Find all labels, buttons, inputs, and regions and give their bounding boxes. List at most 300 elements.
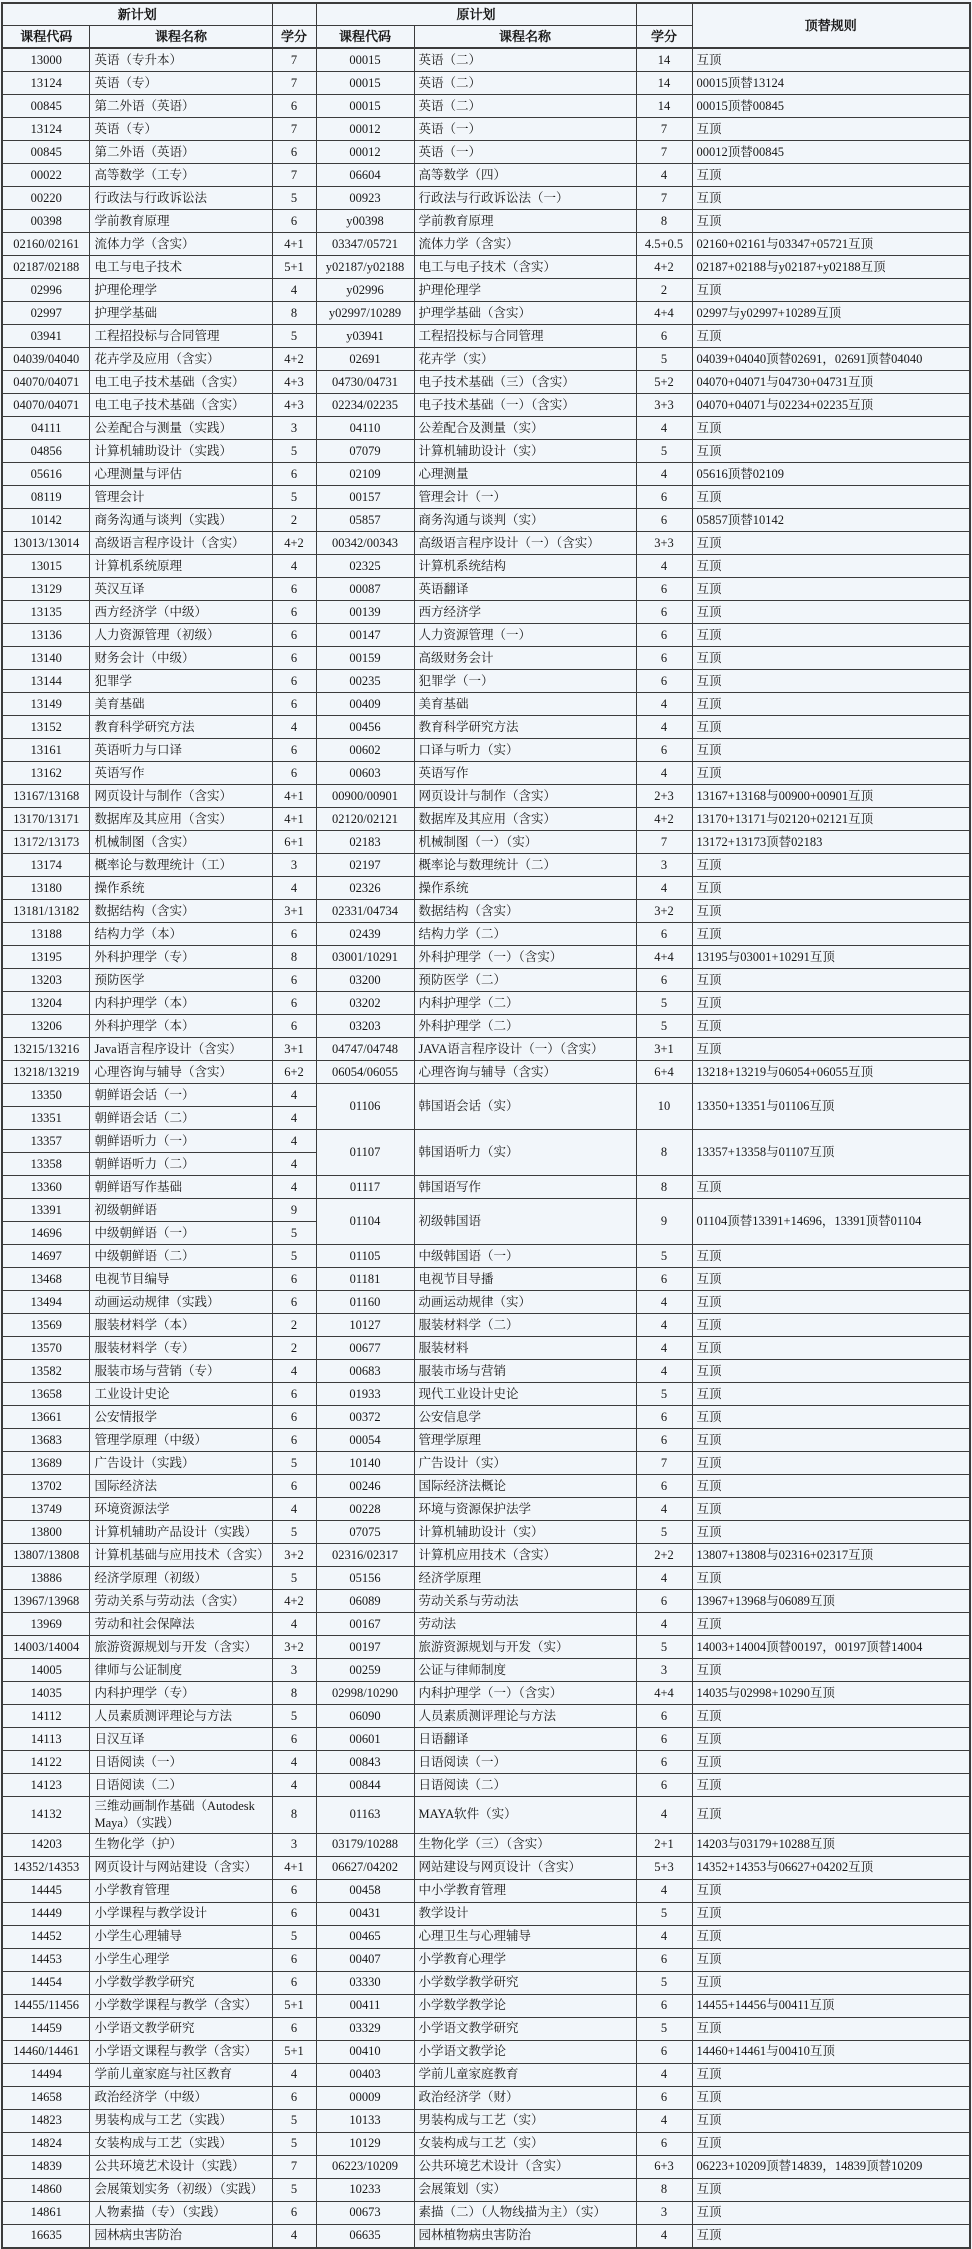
new-course-name-cell: 英汉互译 [90, 578, 272, 601]
new-course-code-cell: 13658 [2, 1383, 90, 1406]
old-course-code-cell: 03347/05721 [316, 233, 414, 256]
table-row [2, 95, 970, 118]
old-course-name-cell: 韩国语会话（实） [414, 1084, 636, 1130]
old-course-code-cell: 04110 [316, 417, 414, 440]
table-row [2, 371, 970, 394]
new-course-name-cell: 人物素描（专）（实践） [90, 2201, 272, 2224]
replacement-rule-cell: 互顶 [692, 440, 970, 463]
replacement-rule-cell: 互顶 [692, 2017, 970, 2040]
new-credits-cell: 7 [272, 118, 316, 141]
new-credits-cell: 5 [272, 1222, 316, 1245]
table-row [2, 831, 970, 854]
old-credits-cell: 8 [636, 210, 692, 233]
old-course-name-cell: 英语（一） [414, 141, 636, 164]
old-course-code-cell: 01160 [316, 1291, 414, 1314]
new-course-code-cell: 14453 [2, 1948, 90, 1971]
table-row [2, 1879, 970, 1902]
table-row [2, 2086, 970, 2109]
new-credits-cell: 4+1 [272, 808, 316, 831]
replacement-rule-cell: 互顶 [692, 210, 970, 233]
new-course-name-cell: 英语（专） [90, 72, 272, 95]
new-course-name-cell: 人员素质测评理论与方法 [90, 1705, 272, 1728]
new-credits-cell: 4+1 [272, 1856, 316, 1879]
replacement-rule-cell: 互顶 [692, 992, 970, 1015]
new-course-name-cell: 电工与电子技术 [90, 256, 272, 279]
new-course-code-cell: 13124 [2, 118, 90, 141]
new-credits-cell: 6 [272, 647, 316, 670]
new-course-code-cell: 02997 [2, 302, 90, 325]
old-credits-cell: 6 [636, 486, 692, 509]
new-course-name-cell: 护理伦理学 [90, 279, 272, 302]
old-credits-cell: 3+1 [636, 1038, 692, 1061]
new-credits-cell: 6 [272, 1429, 316, 1452]
new-course-name-cell: 护理学基础 [90, 302, 272, 325]
old-course-name-cell: 花卉学（实） [414, 348, 636, 371]
table-row [2, 187, 970, 210]
new-course-code-cell: 04070/04071 [2, 394, 90, 417]
new-credits-cell: 6 [272, 624, 316, 647]
old-course-name-cell: 网站建设与网页设计（含实） [414, 1856, 636, 1879]
new-credits-cell: 6 [272, 739, 316, 762]
old-course-name-cell: 旅游资源规划与开发（实） [414, 1636, 636, 1659]
new-credits-cell: 5 [272, 2178, 316, 2201]
new-plan-header: 新计划 [2, 3, 272, 26]
old-course-code-cell: 06089 [316, 1590, 414, 1613]
new-credits-cell: 3+1 [272, 1038, 316, 1061]
replacement-rule-cell: 13967+13968与06089互顶 [692, 1590, 970, 1613]
new-course-code-cell: 13136 [2, 624, 90, 647]
new-course-name-cell: 犯罪学 [90, 670, 272, 693]
old-course-name-cell: 学前教育原理 [414, 210, 636, 233]
old-course-name-cell: 英语（一） [414, 118, 636, 141]
new-credits-cell: 5 [272, 486, 316, 509]
old-course-name-cell: 内科护理学（二） [414, 992, 636, 1015]
new-course-code-cell: 14003/14004 [2, 1636, 90, 1659]
replacement-rule-cell: 互顶 [692, 2201, 970, 2224]
new-course-code-cell: 14122 [2, 1751, 90, 1774]
new-credits-cell: 7 [272, 2155, 316, 2178]
old-course-code-cell: 03329 [316, 2017, 414, 2040]
old-course-code-cell: 00403 [316, 2063, 414, 2086]
replacement-rule-cell: 互顶 [692, 1498, 970, 1521]
old-credits-cell: 4 [636, 1797, 692, 1834]
table-row [2, 2017, 970, 2040]
new-course-name-cell: 朝鲜语会话（一） [90, 1084, 272, 1107]
table-row [2, 417, 970, 440]
old-course-name-cell: 心理咨询与辅导（含实） [414, 1061, 636, 1084]
old-credits-cell: 7 [636, 831, 692, 854]
new-course-name-cell: 外科护理学（本） [90, 1015, 272, 1038]
new-credits-cell: 5 [272, 1452, 316, 1475]
table-row [2, 555, 970, 578]
replacement-rule-cell: 互顶 [692, 762, 970, 785]
old-course-name-cell: 高级财务会计 [414, 647, 636, 670]
old-course-code-cell: 10127 [316, 1314, 414, 1337]
table-row [2, 325, 970, 348]
table-row [2, 1925, 970, 1948]
old-course-name-cell: 教学设计 [414, 1902, 636, 1925]
old-course-name-cell: 生物化学（三）（含实） [414, 1833, 636, 1856]
old-course-name-cell: 国际经济法概论 [414, 1475, 636, 1498]
old-credits-cell: 6 [636, 1429, 692, 1452]
table-row [2, 1902, 970, 1925]
new-credits-cell: 9 [272, 1199, 316, 1222]
new-credits-cell: 4 [272, 1130, 316, 1153]
table-row [2, 1015, 970, 1038]
table-row [2, 1774, 970, 1797]
new-course-code-cell: 04039/04040 [2, 348, 90, 371]
new-course-name-cell: 教育科学研究方法 [90, 716, 272, 739]
new-course-code-cell: 13015 [2, 555, 90, 578]
new-course-code-cell: 14454 [2, 1971, 90, 1994]
old-credits-cell: 7 [636, 187, 692, 210]
old-course-name-cell: 商务沟通与谈判（实） [414, 509, 636, 532]
table-row [2, 2063, 970, 2086]
new-course-name-cell: 日语阅读（一） [90, 1751, 272, 1774]
old-credits-cell: 4 [636, 1337, 692, 1360]
replacement-rule-cell: 13807+13808与02316+02317互顶 [692, 1544, 970, 1567]
replacement-rule-cell: 01104顶替13391+14696，13391顶替01104 [692, 1199, 970, 1245]
old-course-code-cell: 01117 [316, 1176, 414, 1199]
new-credits-cell: 5 [272, 2132, 316, 2155]
old-course-code-cell: 10133 [316, 2109, 414, 2132]
new-course-name-cell: 高等数学（工专） [90, 164, 272, 187]
new-credits-cell: 6 [272, 1291, 316, 1314]
replacement-rule-cell: 05857顶替10142 [692, 509, 970, 532]
new-course-name-cell: 内科护理学（本） [90, 992, 272, 1015]
old-credits-cell: 6 [636, 1705, 692, 1728]
new-credits-cell: 5 [272, 1705, 316, 1728]
old-course-name-cell: 高级语言程序设计（一）（含实） [414, 532, 636, 555]
old-credits-cell: 6 [636, 325, 692, 348]
old-course-code-cell: 00372 [316, 1406, 414, 1429]
new-course-name-cell: 日汉互译 [90, 1728, 272, 1751]
old-credits-cell: 5 [636, 348, 692, 371]
old-course-code-cell: 00009 [316, 2086, 414, 2109]
old-course-name-cell: 英语（二） [414, 48, 636, 72]
new-course-name-cell: 计算机基础与应用技术（含实） [90, 1544, 272, 1567]
new-course-code-cell: 13569 [2, 1314, 90, 1337]
old-course-name-cell: 韩国语写作 [414, 1176, 636, 1199]
old-course-name-cell: 服装材料 [414, 1337, 636, 1360]
new-course-code-cell: 13749 [2, 1498, 90, 1521]
old-course-name-cell: 素描（二）（人物线描为主）（实） [414, 2201, 636, 2224]
old-course-code-cell: 00465 [316, 1925, 414, 1948]
new-course-name-cell: 中级朝鲜语（一） [90, 1222, 272, 1245]
table-row [2, 2178, 970, 2201]
old-course-name-cell: 结构力学（二） [414, 923, 636, 946]
old-course-name-cell: 流体力学（含实） [414, 233, 636, 256]
old-course-code-cell: 00677 [316, 1337, 414, 1360]
old-course-code-cell: 04747/04748 [316, 1038, 414, 1061]
old-course-code-cell: 00015 [316, 48, 414, 72]
old-credits-cell: 4 [636, 877, 692, 900]
old-course-name-cell: 教育科学研究方法 [414, 716, 636, 739]
new-credits-cell: 3 [272, 1833, 316, 1856]
old-course-code-cell: 06635 [316, 2224, 414, 2248]
old-course-code-cell: 00683 [316, 1360, 414, 1383]
old-course-code-cell: 00431 [316, 1902, 414, 1925]
old-credits-cell: 3 [636, 854, 692, 877]
new-credits-cell: 4+1 [272, 233, 316, 256]
new-course-name-cell: 学前教育原理 [90, 210, 272, 233]
table-row [2, 2155, 970, 2178]
course-replacement-table [1, 2, 971, 2249]
old-course-name-cell: 女装构成与工艺（实） [414, 2132, 636, 2155]
old-course-code-cell: 00228 [316, 1498, 414, 1521]
old-credits-cell: 6+4 [636, 1061, 692, 1084]
new-course-code-cell: 00845 [2, 95, 90, 118]
replacement-rule-cell: 互顶 [692, 1038, 970, 1061]
old-course-name-cell: 园林植物病虫害防治 [414, 2224, 636, 2248]
old-course-name-cell: 小学数学教学论 [414, 1994, 636, 2017]
new-course-name-cell: 工业设计史论 [90, 1383, 272, 1406]
new-course-name-cell: 律师与公证制度 [90, 1659, 272, 1682]
new-credits-cell: 5 [272, 325, 316, 348]
table-row [2, 992, 970, 1015]
new-course-code-cell: 13218/13219 [2, 1061, 90, 1084]
new-credits-cell: 2 [272, 1314, 316, 1337]
new-course-name-cell: 管理会计 [90, 486, 272, 509]
new-credits-cell: 8 [272, 1797, 316, 1834]
old-course-code-cell: 02331/04734 [316, 900, 414, 923]
table-row [2, 624, 970, 647]
new-course-code-cell: 13152 [2, 716, 90, 739]
table-row [2, 1833, 970, 1856]
old-course-code-cell: 00139 [316, 601, 414, 624]
new-course-name-cell: 心理咨询与辅导（含实） [90, 1061, 272, 1084]
header-group-row [2, 3, 970, 26]
new-course-code-cell: 14824 [2, 2132, 90, 2155]
new-course-code-cell: 13195 [2, 946, 90, 969]
old-credits-cell: 3 [636, 2201, 692, 2224]
table-row [2, 1544, 970, 1567]
new-course-code-cell: 13181/13182 [2, 900, 90, 923]
table-row [2, 1498, 970, 1521]
table-row [2, 1856, 970, 1879]
old-course-code-cell: 01105 [316, 1245, 414, 1268]
new-credits-cell: 3 [272, 1659, 316, 1682]
new-course-code-cell: 08119 [2, 486, 90, 509]
new-course-name-cell: 园林病虫害防治 [90, 2224, 272, 2248]
new-course-code-cell: 14459 [2, 2017, 90, 2040]
new-course-code-cell: 00220 [2, 187, 90, 210]
new-course-name-cell: 网页设计与网站建设（含实） [90, 1856, 272, 1879]
old-course-code-cell: 06627/04202 [316, 1856, 414, 1879]
new-course-name-cell: 经济学原理（初级） [90, 1567, 272, 1590]
old-course-code-cell: y03941 [316, 325, 414, 348]
new-credits-cell: 3+2 [272, 1544, 316, 1567]
new-credits-cell: 8 [272, 1682, 316, 1705]
new-course-code-cell: 13661 [2, 1406, 90, 1429]
old-credits-cell: 6 [636, 1590, 692, 1613]
table-row [2, 1061, 970, 1084]
new-course-name-cell: 人力资源管理（初级） [90, 624, 272, 647]
new-credits-cell: 5 [272, 1567, 316, 1590]
new-course-code-cell: 13582 [2, 1360, 90, 1383]
new-course-name-cell: 初级朝鲜语 [90, 1199, 272, 1222]
old-course-name-cell: 公证与律师制度 [414, 1659, 636, 1682]
old-credits-cell: 6 [636, 1268, 692, 1291]
old-course-name-cell: 人员素质测评理论与方法 [414, 1705, 636, 1728]
new-course-name-cell: 外科护理学（专） [90, 946, 272, 969]
new-course-name-cell: 行政法与行政诉讼法 [90, 187, 272, 210]
table-row [2, 1659, 970, 1682]
old-course-name-cell: 英语（二） [414, 72, 636, 95]
replacement-rule-cell: 13195与03001+10291互顶 [692, 946, 970, 969]
table-row [2, 394, 970, 417]
new-course-code-cell: 13683 [2, 1429, 90, 1452]
old-credits-cell: 10 [636, 1084, 692, 1130]
replacement-rule-cell: 互顶 [692, 1245, 970, 1268]
old-course-code-cell: 01107 [316, 1130, 414, 1176]
old-course-code-cell: 04730/04731 [316, 371, 414, 394]
table-row [2, 279, 970, 302]
new-course-name-cell: 服装材料学（本） [90, 1314, 272, 1337]
new-course-code-cell: 13468 [2, 1268, 90, 1291]
old-credits-cell: 6+3 [636, 2155, 692, 2178]
new-course-code-cell: 00022 [2, 164, 90, 187]
replacement-rule-cell: 13167+13168与00900+00901互顶 [692, 785, 970, 808]
table-row [2, 1994, 970, 2017]
new-course-name-cell: 中级朝鲜语（二） [90, 1245, 272, 1268]
replacement-rule-cell: 互顶 [692, 532, 970, 555]
old-course-code-cell: y02187/y02188 [316, 256, 414, 279]
new-course-name-cell: 朝鲜语听力（一） [90, 1130, 272, 1153]
old-course-code-cell: 02691 [316, 348, 414, 371]
new-course-name-cell: 结构力学（本） [90, 923, 272, 946]
replacement-rule-cell: 14203与03179+10288互顶 [692, 1833, 970, 1856]
old-credits-cell: 4 [636, 555, 692, 578]
old-course-code-cell: 06090 [316, 1705, 414, 1728]
new-credits-cell: 5 [272, 2109, 316, 2132]
old-course-code-header: 课程代码 [316, 26, 414, 49]
old-course-name-cell: 小学语文教学论 [414, 2040, 636, 2063]
table-row [2, 463, 970, 486]
old-course-code-cell: 00015 [316, 95, 414, 118]
new-credits-header: 学分 [272, 26, 316, 49]
table-row [2, 2109, 970, 2132]
old-course-code-cell: 05156 [316, 1567, 414, 1590]
replacement-rule-cell: 00015顶替00845 [692, 95, 970, 118]
old-course-name-cell: 日语阅读（一） [414, 1751, 636, 1774]
old-credits-cell: 2+1 [636, 1833, 692, 1856]
replacement-rule-cell: 互顶 [692, 1452, 970, 1475]
table-row [2, 785, 970, 808]
old-course-name-cell: 男装构成与工艺（实） [414, 2109, 636, 2132]
new-credits-cell: 5 [272, 1521, 316, 1544]
new-course-code-cell: 13188 [2, 923, 90, 946]
new-course-code-cell: 13167/13168 [2, 785, 90, 808]
new-course-code-cell: 13140 [2, 647, 90, 670]
new-course-code-cell: 03941 [2, 325, 90, 348]
old-course-code-cell: y02997/10289 [316, 302, 414, 325]
replacement-rule-cell: 互顶 [692, 417, 970, 440]
old-course-code-cell: 10129 [316, 2132, 414, 2155]
replacement-rule-cell: 互顶 [692, 923, 970, 946]
old-credits-cell: 6 [636, 923, 692, 946]
new-credits-cell: 6 [272, 601, 316, 624]
table-row [2, 72, 970, 95]
new-course-name-cell: 第二外语（英语） [90, 141, 272, 164]
replacement-rule-cell: 互顶 [692, 1360, 970, 1383]
new-credits-cell: 5+1 [272, 1994, 316, 2017]
new-credits-cell: 7 [272, 48, 316, 72]
replacement-rule-cell: 互顶 [692, 647, 970, 670]
old-course-name-cell: 犯罪学（一） [414, 670, 636, 693]
old-course-code-cell: 02998/10290 [316, 1682, 414, 1705]
new-course-name-cell: 小学生心理辅导 [90, 1925, 272, 1948]
new-course-name-cell: 美育基础 [90, 693, 272, 716]
new-credits-cell: 6 [272, 1879, 316, 1902]
table-row [2, 1406, 970, 1429]
new-course-name-cell: 内科护理学（专） [90, 1682, 272, 1705]
replacement-rule-cell: 互顶 [692, 2086, 970, 2109]
table-row [2, 233, 970, 256]
new-course-code-cell: 13358 [2, 1153, 90, 1176]
new-course-code-cell: 02996 [2, 279, 90, 302]
new-credits-cell: 4 [272, 1498, 316, 1521]
new-credits-cell: 4 [272, 1774, 316, 1797]
new-credits-cell: 5+1 [272, 256, 316, 279]
new-credits-cell: 3 [272, 417, 316, 440]
replacement-rule-cell: 04070+04071与02234+02235互顶 [692, 394, 970, 417]
new-credits-cell: 6 [272, 1948, 316, 1971]
old-credits-cell: 6 [636, 1774, 692, 1797]
new-course-code-cell: 05616 [2, 463, 90, 486]
new-credits-cell: 4 [272, 1751, 316, 1774]
replacement-rule-cell: 互顶 [692, 578, 970, 601]
old-credits-cell: 6 [636, 1728, 692, 1751]
old-credits-cell: 5 [636, 2017, 692, 2040]
old-course-code-cell: 02183 [316, 831, 414, 854]
replacement-rule-cell: 互顶 [692, 1567, 970, 1590]
new-credits-cell: 4 [272, 1084, 316, 1107]
replacement-rule-cell: 互顶 [692, 2063, 970, 2086]
old-credits-cell: 6 [636, 624, 692, 647]
new-credits-cell: 6 [272, 141, 316, 164]
new-course-name-cell: 小学课程与教学设计 [90, 1902, 272, 1925]
replacement-rule-cell: 互顶 [692, 1879, 970, 1902]
new-course-code-cell: 14445 [2, 1879, 90, 1902]
old-course-code-cell: 00601 [316, 1728, 414, 1751]
old-credits-cell: 7 [636, 118, 692, 141]
new-course-code-cell: 13174 [2, 854, 90, 877]
table-row [2, 1360, 970, 1383]
new-course-code-cell: 13494 [2, 1291, 90, 1314]
old-course-code-cell: 01104 [316, 1199, 414, 1245]
new-course-name-cell: 机械制图（含实） [90, 831, 272, 854]
new-course-code-cell: 13357 [2, 1130, 90, 1153]
new-credits-cell: 6 [272, 1406, 316, 1429]
old-credits-header: 学分 [636, 26, 692, 49]
old-course-code-cell: 02197 [316, 854, 414, 877]
old-course-name-cell: 日语翻译 [414, 1728, 636, 1751]
new-course-name-cell: 小学语文课程与教学（含实） [90, 2040, 272, 2063]
replacement-rule-cell: 互顶 [692, 1314, 970, 1337]
new-course-code-cell: 13969 [2, 1613, 90, 1636]
old-course-code-cell: 03203 [316, 1015, 414, 1038]
table-row [2, 48, 970, 72]
new-course-code-cell: 14005 [2, 1659, 90, 1682]
new-course-name-cell: 朝鲜语会话（二） [90, 1107, 272, 1130]
new-course-code-cell: 14035 [2, 1682, 90, 1705]
table-row [2, 2224, 970, 2248]
old-course-name-cell: 工程招投标与合同管理 [414, 325, 636, 348]
table-row [2, 532, 970, 555]
new-credits-cell: 6 [272, 969, 316, 992]
new-course-name-cell: 会展策划实务（初级）（实践） [90, 2178, 272, 2201]
